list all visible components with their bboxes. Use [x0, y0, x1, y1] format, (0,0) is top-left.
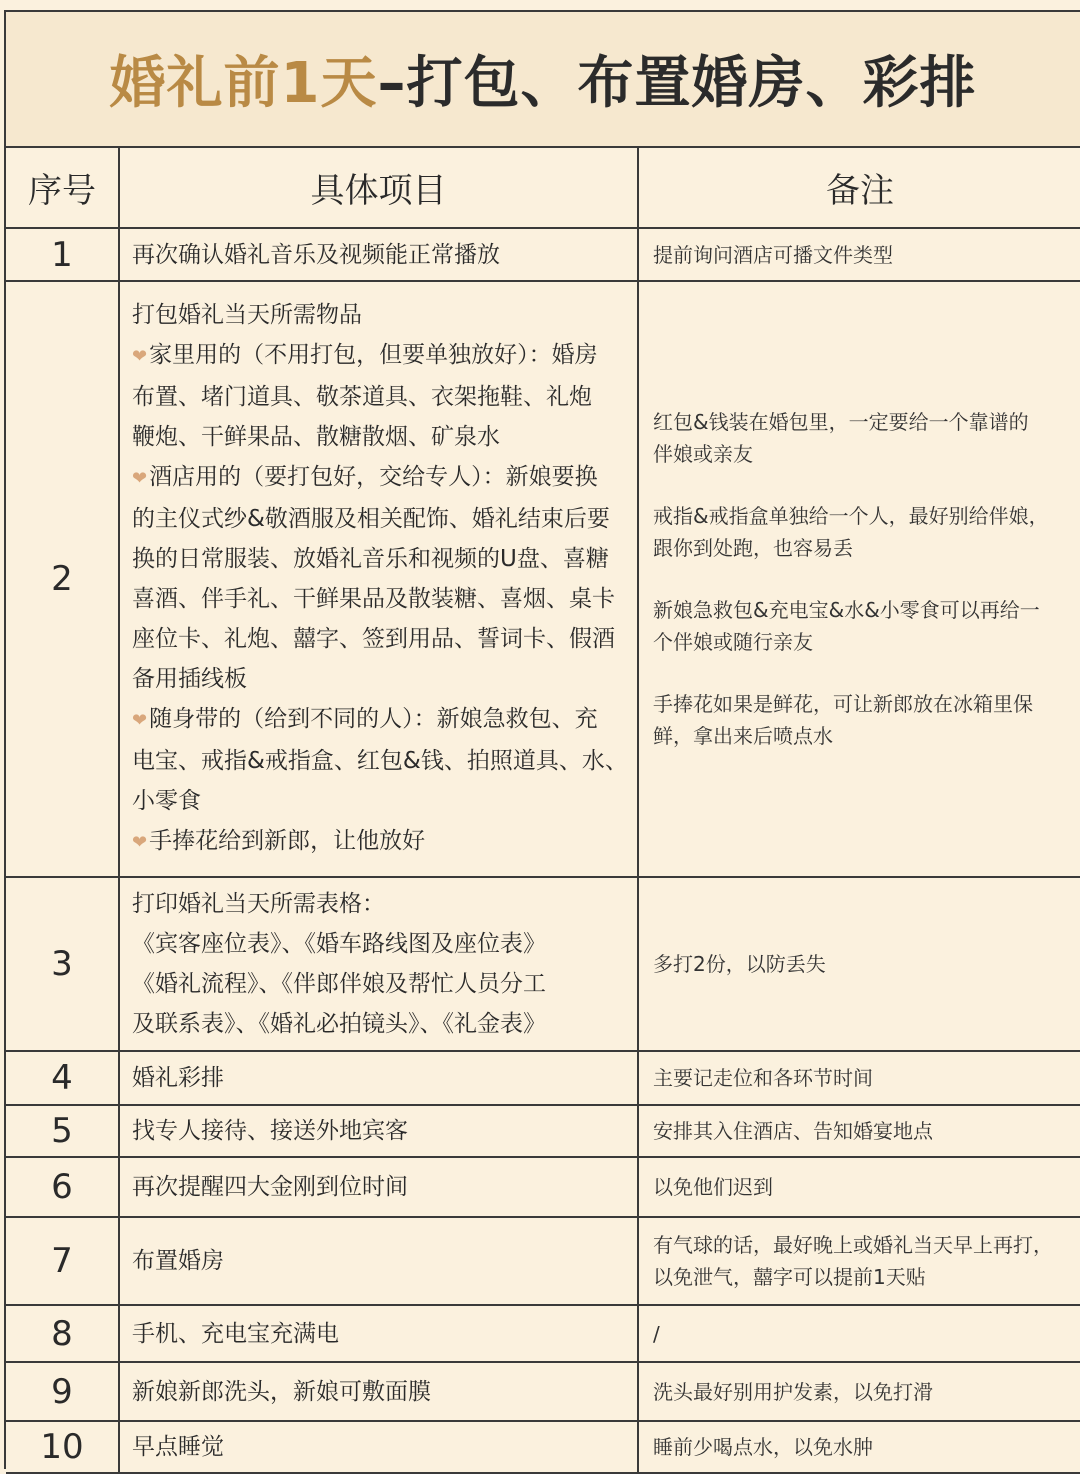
table-row: [6, 1105, 1080, 1157]
note-line: /: [653, 1321, 660, 1346]
note-line: 多打2份，以防丢失: [653, 952, 826, 976]
note-block: [653, 1171, 1075, 1203]
item-line: 再次确认婚礼音乐及视频能正常播放: [132, 241, 500, 268]
note-line: 睡前少喝点水，以免水肿: [653, 1435, 873, 1459]
item-line: ❤家里用的（不用打包，但要单独放好）：婚房: [132, 342, 598, 368]
table-row: [6, 877, 1080, 1051]
note-line: 洗头最好别用护发素，以免打滑: [653, 1379, 933, 1404]
row-item: [119, 228, 638, 281]
item-line: ❤酒店用的（要打包好，交给专人）：新娘要换: [132, 464, 598, 490]
note-line: 鲜，拿出来后喷点水: [653, 724, 833, 748]
table-row: [6, 1421, 1080, 1473]
row-note: [638, 877, 1080, 1051]
item-line: 喜酒、伴手礼、干鲜果品及散装糖、喜烟、桌卡: [132, 586, 615, 612]
table-header-row: [6, 148, 1080, 228]
header-num: 序号: [6, 148, 119, 228]
page-title: [6, 12, 1080, 148]
item-line: 备用插线板: [132, 666, 247, 692]
table-row: [6, 1362, 1080, 1421]
row-note: [638, 228, 1080, 281]
row-number: 9: [6, 1362, 119, 1421]
note-block: [653, 1376, 1075, 1408]
row-item: [119, 281, 638, 877]
row-item: [119, 1305, 638, 1362]
header-item: 具体项目: [119, 148, 638, 228]
note-line: 个伴娘或随行亲友: [653, 630, 813, 654]
row-note: [638, 1051, 1080, 1105]
header-note: 备注: [638, 148, 1080, 228]
table-row: [6, 281, 1080, 877]
note-block: [653, 594, 1075, 658]
item-line: 《宾客座位表》、《婚车路线图及座位表》: [132, 931, 546, 957]
row-item: [119, 1421, 638, 1473]
row-item: [119, 1217, 638, 1305]
note-line: 有气球的话，最好晚上或婚礼当天早上再打，: [653, 1233, 1053, 1257]
heart-icon: ❤: [132, 468, 148, 489]
note-line: 跟你到处跑，也容易丢: [653, 536, 853, 560]
row-number: 7: [6, 1217, 119, 1305]
row-number: 5: [6, 1105, 119, 1157]
heart-icon: ❤: [132, 346, 148, 367]
note-block: [653, 500, 1075, 564]
note-line: 以免泄气，囍字可以提前1天贴: [653, 1265, 926, 1289]
item-line: 鞭炮、干鲜果品、散糖散烟、矿泉水: [132, 424, 500, 450]
row-note: [638, 1362, 1080, 1421]
item-line: 的主仪式纱&敬酒服及相关配饰、婚礼结束后要: [132, 506, 610, 532]
note-line: 安排其入住酒店、告知婚宴地点: [653, 1119, 933, 1143]
item-line: 早点睡觉: [132, 1434, 224, 1460]
note-block: [653, 688, 1075, 752]
item-line: 及联系表》、《婚礼必拍镜头》、《礼金表》: [132, 1011, 546, 1037]
note-line: 戒指&戒指盒单独给一个人，最好别给伴娘，: [653, 504, 1049, 528]
heart-icon: ❤: [132, 710, 148, 731]
row-note: [638, 1105, 1080, 1157]
table-row: [6, 1305, 1080, 1362]
row-number: 2: [6, 281, 119, 877]
title-sub: –打包、布置婚房、彩排: [377, 51, 977, 116]
row-number: 6: [6, 1157, 119, 1217]
item-line: 布置婚房: [132, 1248, 224, 1274]
row-note: [638, 1305, 1080, 1362]
item-line: 打印婚礼当天所需表格：: [132, 891, 385, 917]
note-block: [653, 406, 1075, 470]
row-item: [119, 1105, 638, 1157]
note-line: 新娘急救包&充电宝&水&小零食可以再给一: [653, 598, 1040, 622]
table-row: [6, 1217, 1080, 1305]
item-line: 新娘新郎洗头，新娘可敷面膜: [132, 1378, 431, 1405]
item-line: 小零食: [132, 788, 201, 814]
table-row: [6, 1051, 1080, 1105]
row-number: 10: [6, 1421, 119, 1473]
note-block: [653, 1229, 1075, 1293]
row-number: 4: [6, 1051, 119, 1105]
heart-icon: ❤: [132, 832, 148, 853]
row-note: [638, 1421, 1080, 1473]
item-line: ❤手捧花给到新郎，让他放好: [132, 828, 426, 854]
row-note: [638, 1157, 1080, 1217]
item-line: 找专人接待、接送外地宾客: [132, 1118, 408, 1144]
row-number: 3: [6, 877, 119, 1051]
note-line: 以免他们迟到: [653, 1175, 773, 1199]
row-note: [638, 281, 1080, 877]
item-line: ❤随身带的（给到不同的人）：新娘急救包、充: [132, 706, 598, 732]
row-item: [119, 1051, 638, 1105]
item-line: 手机、充电宝充满电: [132, 1320, 339, 1347]
row-number: 8: [6, 1305, 119, 1362]
row-item: [119, 1362, 638, 1421]
item-line: 布置、堵门道具、敬茶道具、衣架拖鞋、礼炮: [132, 384, 592, 410]
item-line: 《婚礼流程》、《伴郎伴娘及帮忙人员分工: [132, 971, 546, 997]
schedule-table: [6, 148, 1080, 1474]
row-note: [638, 1217, 1080, 1305]
item-line: 换的日常服装、放婚礼音乐和视频的U盘、喜糖: [132, 546, 609, 572]
note-block: [653, 948, 1075, 980]
note-line: 红包&钱装在婚包里，一定要给一个靠谱的: [653, 410, 1029, 434]
note-line: 主要记走位和各环节时间: [653, 1066, 873, 1090]
note-block: [653, 1431, 1075, 1463]
item-line: 座位卡、礼炮、囍字、签到用品、誓词卡、假酒: [132, 626, 615, 652]
note-block: [653, 1062, 1075, 1094]
note-block: [653, 239, 1075, 271]
schedule-sheet: [4, 10, 1080, 1469]
row-item: [119, 877, 638, 1051]
row-item: [119, 1157, 638, 1217]
note-block: [653, 1318, 1075, 1350]
table-body: [6, 228, 1080, 1473]
note-line: 手捧花如果是鲜花，可让新郎放在冰箱里保: [653, 692, 1033, 716]
item-line: 婚礼彩排: [132, 1065, 224, 1091]
table-row: [6, 228, 1080, 281]
note-block: [653, 1115, 1075, 1147]
row-number: 1: [6, 228, 119, 281]
title-main: 婚礼前1天: [109, 51, 378, 116]
note-line: 伴娘或亲友: [653, 442, 753, 466]
item-line: 打包婚礼当天所需物品: [132, 302, 362, 328]
item-line: 再次提醒四大金刚到位时间: [132, 1174, 408, 1200]
table-row: [6, 1157, 1080, 1217]
item-line: 电宝、戒指&戒指盒、红包&钱、拍照道具、水、: [132, 748, 628, 774]
note-line: 提前询问酒店可播文件类型: [653, 242, 893, 267]
